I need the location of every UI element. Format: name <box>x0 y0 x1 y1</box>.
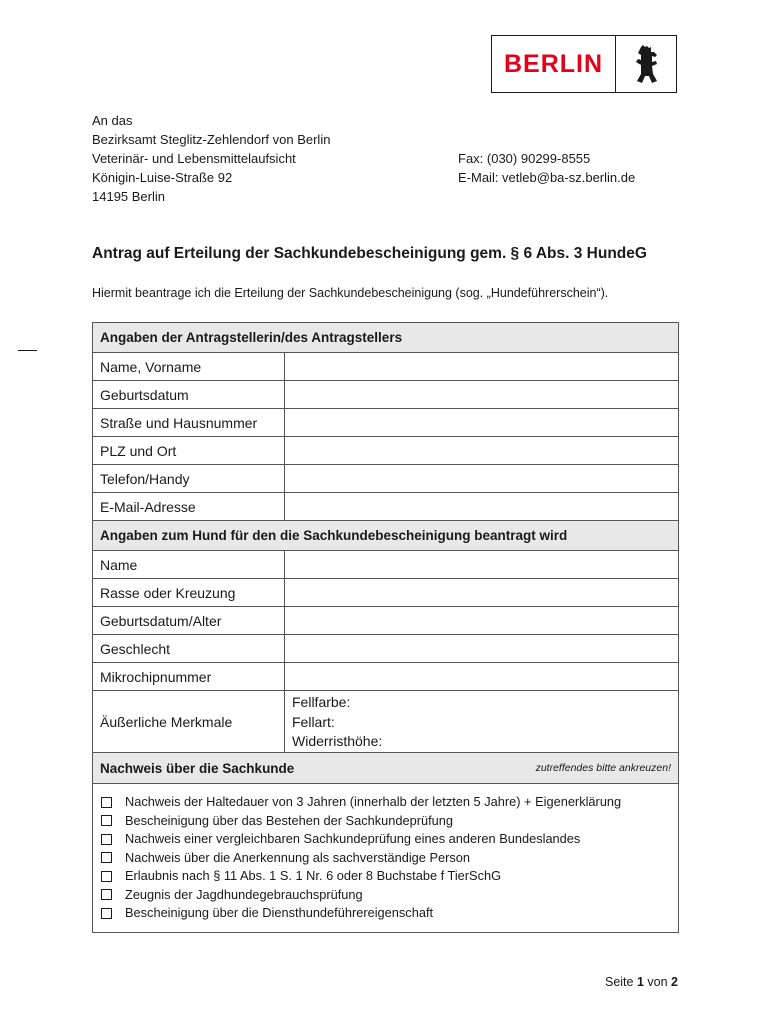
field-label: Name <box>93 551 285 578</box>
fur-color-label: Fellfarbe: <box>292 694 351 710</box>
application-form <box>92 322 679 933</box>
breed-input-field[interactable] <box>285 579 678 606</box>
zip-city-input-field[interactable] <box>285 437 678 464</box>
page-number <box>605 975 678 989</box>
contact-info <box>458 149 635 187</box>
form-row <box>93 607 678 635</box>
document-title: Antrag auf Erteilung der Sachkundebescheinigung gem. § 6 Abs. 3 HundeG <box>92 245 647 262</box>
fur-type-label: Fellart: <box>292 713 335 730</box>
field-label: Geburtsdatum/Alter <box>93 607 285 634</box>
proof-option[interactable] <box>101 812 678 831</box>
form-row <box>93 663 678 691</box>
option-label: Bescheinigung über die Diensthundeführereigenschaft <box>125 905 434 920</box>
form-row <box>93 437 678 465</box>
field-label: Rasse oder Kreuzung <box>93 579 285 606</box>
withers-height-label: Widerristhöhe: <box>292 733 383 749</box>
street-input-field[interactable] <box>285 409 678 436</box>
checkbox[interactable] <box>101 815 112 826</box>
address-line: Veterinär- und Lebensmittelaufsicht <box>92 151 296 166</box>
dog-age-input-field[interactable] <box>285 607 678 634</box>
form-row <box>93 579 678 607</box>
current-page: 1 <box>636 975 644 989</box>
field-label: Geburtsdatum <box>93 381 285 408</box>
proof-option[interactable] <box>101 849 678 868</box>
proof-option[interactable] <box>101 793 678 812</box>
form-row <box>93 381 678 409</box>
applicant-section-heading: Angaben der Antragstellerin/des Antragstellers <box>93 323 678 353</box>
checkbox[interactable] <box>101 908 112 919</box>
field-label: PLZ und Ort <box>93 437 285 464</box>
proof-hint: zutreffendes bitte ankreuzen! <box>535 762 671 774</box>
checkbox[interactable] <box>101 852 112 863</box>
address-line: 14195 Berlin <box>92 189 165 204</box>
page-prefix: Seite <box>604 975 634 989</box>
proof-section-heading <box>93 753 678 783</box>
option-label: Erlaubnis nach § 11 Abs. 1 S. 1 Nr. 6 oder 8 Buchstabe f TierSchG <box>125 868 502 883</box>
proof-option[interactable] <box>101 830 678 849</box>
features-input-field[interactable] <box>285 691 678 752</box>
form-row <box>93 691 678 753</box>
form-row <box>93 409 678 437</box>
checkbox[interactable] <box>101 797 112 808</box>
address-line: Bezirksamt Steglitz-Zehlendorf von Berlin <box>92 132 331 147</box>
checkbox[interactable] <box>101 871 112 882</box>
email-input-field[interactable] <box>285 493 678 520</box>
proof-option[interactable] <box>101 886 678 905</box>
address-line: An das <box>92 113 133 128</box>
total-pages: 2 <box>671 975 678 989</box>
option-label: Nachweis einer vergleichbaren Sachkundeprüfung eines anderen Bundeslandes <box>125 831 581 846</box>
field-label: Mikrochipnummer <box>93 663 285 690</box>
option-label: Nachweis der Haltedauer von 3 Jahren (innerhalb der letzten 5 Jahre) + Eigenerklärung <box>125 794 622 809</box>
bear-icon <box>616 36 676 92</box>
recipient-address <box>92 111 330 206</box>
field-label: E-Mail-Adresse <box>93 493 285 520</box>
proof-option[interactable] <box>101 867 678 886</box>
fold-mark <box>18 350 37 351</box>
checkbox[interactable] <box>101 889 112 900</box>
page-middle: von <box>647 975 668 989</box>
field-label: Äußerliche Merkmale <box>93 691 285 752</box>
dog-section-heading: Angaben zum Hund für den die Sachkundebescheinigung beantragt wird <box>93 521 678 551</box>
field-label: Straße und Hausnummer <box>93 409 285 436</box>
birthdate-input-field[interactable] <box>285 381 678 408</box>
form-row <box>93 551 678 579</box>
phone-input-field[interactable] <box>285 465 678 492</box>
name-input-field[interactable] <box>285 353 678 380</box>
field-label: Telefon/Handy <box>93 465 285 492</box>
proof-options <box>93 783 678 932</box>
email-address: E-Mail: vetleb@ba-sz.berlin.de <box>458 170 636 185</box>
form-row <box>93 493 678 521</box>
option-label: Nachweis über die Anerkennung als sachverständige Person <box>125 849 471 865</box>
option-label: Zeugnis der Jagdhundegebrauchsprüfung <box>125 886 363 902</box>
dog-name-input-field[interactable] <box>285 551 678 578</box>
logo-wordmark: BERLIN <box>492 36 616 92</box>
proof-option[interactable] <box>101 904 678 923</box>
form-row <box>93 635 678 663</box>
fax-number: Fax: (030) 90299-8555 <box>458 151 591 166</box>
address-line: Königin-Luise-Straße 92 <box>92 170 233 185</box>
checkbox[interactable] <box>101 834 112 845</box>
berlin-logo <box>491 35 677 93</box>
option-label: Bescheinigung über das Bestehen der Sachkundeprüfung <box>125 812 453 828</box>
proof-heading-text: Nachweis über die Sachkunde <box>100 760 295 776</box>
sex-input-field[interactable] <box>285 635 678 662</box>
intro-text: Hiermit beantrage ich die Erteilung der Sachkundebescheinigung (sog. „Hundeführerschein“). <box>92 286 609 300</box>
form-row <box>93 353 678 381</box>
field-label: Geschlecht <box>93 635 285 662</box>
form-row <box>93 465 678 493</box>
microchip-input-field[interactable] <box>285 663 678 690</box>
field-label: Name, Vorname <box>93 353 285 380</box>
